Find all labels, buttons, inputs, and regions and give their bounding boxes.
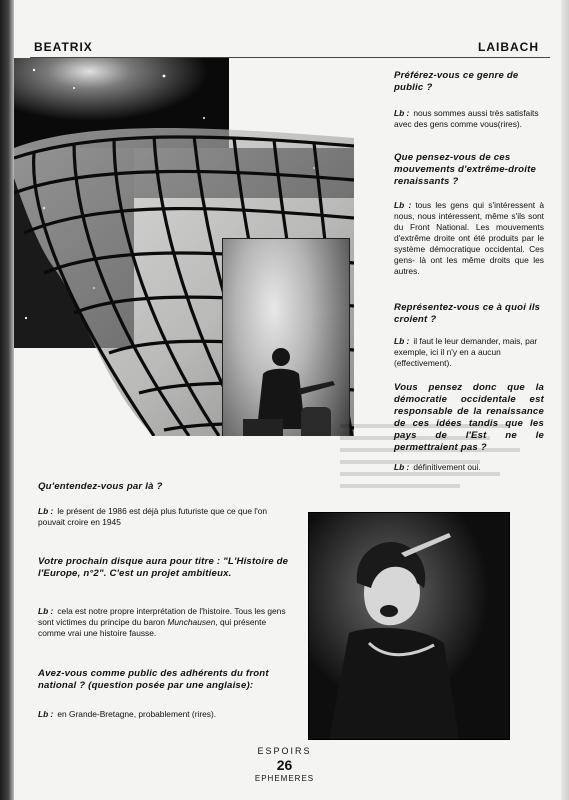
answer-front-national-audience (38, 709, 288, 720)
answer-next-record-text: cela est notre propre interprétation de l'histoire. Tous les gens sont victimes du principe du baron (38, 606, 286, 627)
question-meaning: Qu'entendez-vous par là ? (38, 481, 163, 492)
photo-collage (14, 58, 354, 436)
answer-represent (394, 336, 544, 369)
lb-label: Lb : (38, 506, 54, 516)
question-western-democracy: Vous pensez donc que la démocratie occidentale est responsable de la renaissance de ces idées tandis que les pays de l'Est ne le permettraient pas ? (394, 382, 544, 453)
lb-label: Lb : (38, 709, 54, 719)
question-next-record: Votre prochain disque aura pour titre : "L'Histoire de l'Europe, n°2". C'est un projet ambitieux. (38, 556, 289, 579)
page-binding-edge (0, 0, 14, 800)
header-left-title: BEATRIX (34, 40, 93, 54)
lb-label: Lb : (394, 336, 410, 346)
lb-label: Lb : (394, 200, 412, 210)
answer-western-democracy-text: définitivement oui. (413, 462, 481, 472)
answer-next-record (38, 606, 288, 639)
footer-magazine-name: ESPOIRS (257, 746, 312, 756)
lb-label: Lb : (394, 462, 410, 472)
footer-magazine-subname: EPHEMERES (254, 774, 315, 783)
answer-meaning-text: le présent de 1986 est déjà plus futuriste que ce que l'on pouvait croire en 1945 (38, 506, 268, 527)
lb-label: Lb : (394, 108, 410, 118)
singer-portrait-photo (308, 512, 510, 740)
bleed-through-texture (340, 420, 540, 510)
answer-public-text: nous sommes aussi très satisfaits avec des gens comme vous(rires). (394, 108, 539, 129)
answer-represent-text: il faut le leur demander, mais, par exemple, ici il n'y en a aucun (effectivement). (394, 336, 538, 368)
lb-label: Lb : (38, 606, 54, 616)
performer-silhouette (223, 239, 349, 436)
header-right-title: LAIBACH (478, 40, 539, 54)
page-right-edge (561, 0, 569, 800)
answer-public (394, 108, 544, 130)
answer-front-national-audience-text: en Grande-Bretagne, probablement (rires). (57, 709, 217, 719)
munchausen-italic: Munchausen (167, 617, 216, 627)
question-front-national-audience: Avez-vous comme public des adhérents du front national ? (question posée par une anglaise): (38, 668, 269, 691)
answer-extreme-right (394, 200, 544, 277)
question-represent: Représentez-vous ce à quoi ils croient ? (394, 302, 541, 325)
question-extreme-right: Que pensez-vous de ces mouvements d'extrême-droite renaissants ? (394, 152, 537, 187)
answer-next-record-end: , qui présente comme vrai une histoire fausse. (38, 617, 267, 638)
singer-silhouette (309, 513, 509, 739)
performer-photo (222, 238, 350, 436)
answer-meaning (38, 506, 288, 528)
answer-extreme-right-text: tous les gens qui s'intéressent à nous, nous intéressent, même s'ils sont du Front National. Les mouvements d'extrême droite ont été produits par le système démocratique occidental. Ces gens- là ont les même droits que les autres. (394, 200, 544, 276)
page-number: 26 (276, 757, 293, 773)
question-public: Préférez-vous ce genre de public ? (394, 70, 519, 93)
